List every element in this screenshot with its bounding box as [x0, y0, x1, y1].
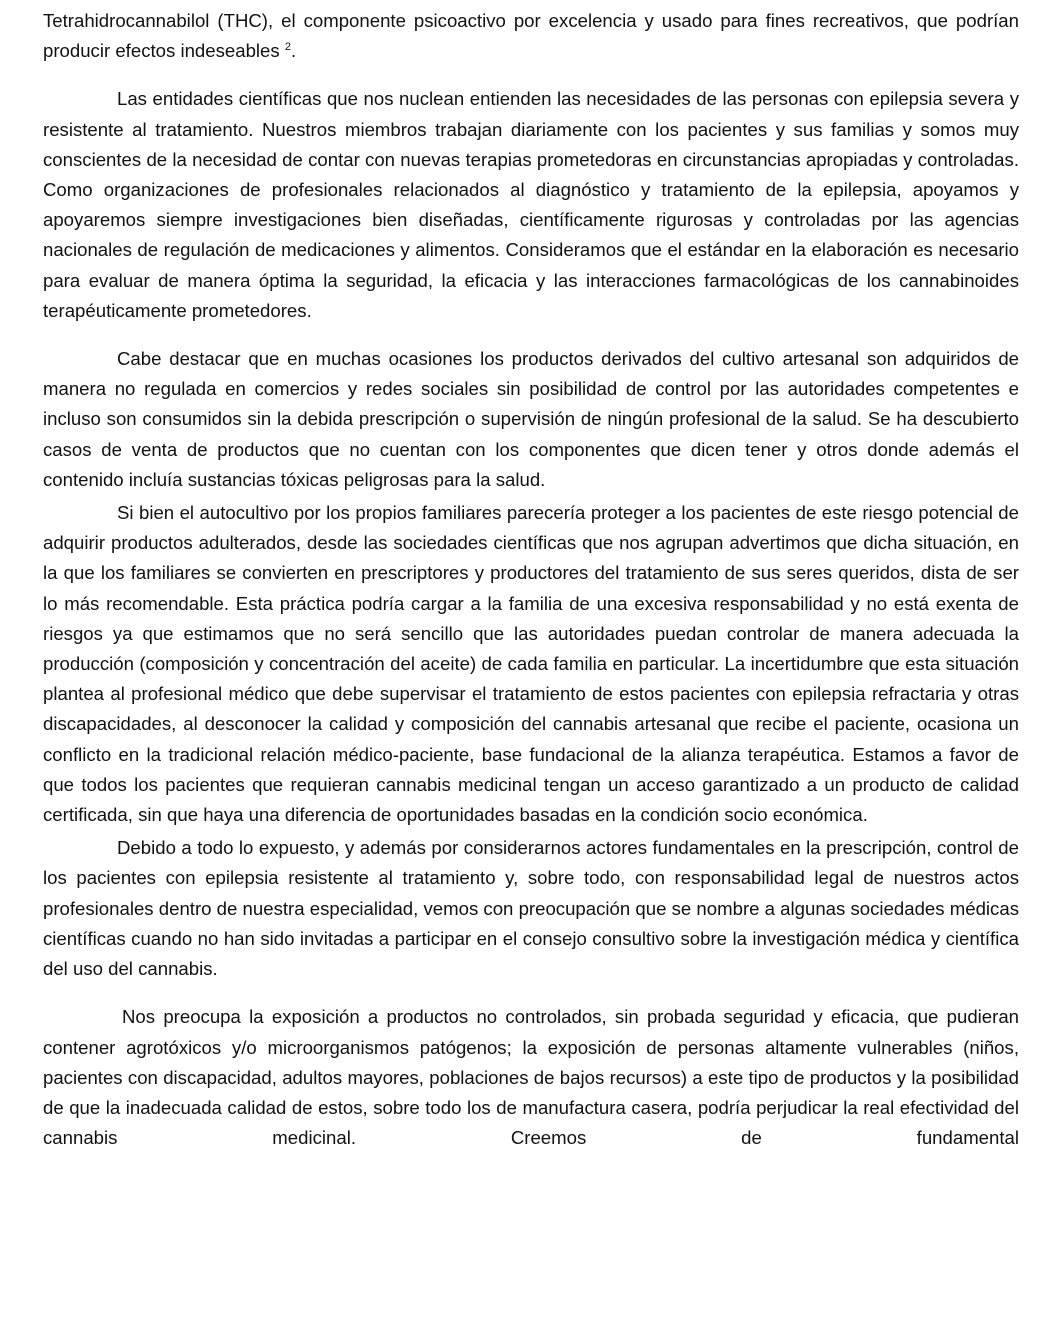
paragraph-concern-advisory-council: Debido a todo lo expuesto, y además por considerarnos actores fundamentales en la prescripción, control de los pacientes con epilepsia resistente al tratamiento y, sobre todo, con responsabilidad legal de nuestros actos profesionales dentro de nuestra especialidad, vemos con preocupación que se nombre a algunas sociedades médicas científicas cuando no han sido invitadas a participar en el consejo consultivo sobre la investigación médica y científica del uso del cannabis.	[43, 837, 1019, 980]
paragraph-artisanal-products: Cabe destacar que en muchas ocasiones los productos derivados del cultivo artesanal son adquiridos de manera no regulada en comercios y redes sociales sin posibilidad de control por las autoridades competentes e incluso son consumidos sin la debida prescripción o supervisión de ningún profesional de la salud. Se ha descubierto casos de venta de productos que no cuentan con los componentes que dicen tener y otros donde además el contenido incluía sustancias tóxicas peligrosas para la salud.	[43, 348, 1019, 490]
paragraph-tail: .	[291, 40, 297, 62]
paragraph-text: Tetrahidrocannabilol (THC), el componente psicoactivo por excelencia y usado para fines recreativos, que podrían producir efectos indeseables	[43, 10, 1019, 62]
paragraph-exposure-concerns: Nos preocupa la exposición a productos no controlados, sin probada seguridad y eficacia, que pudieran contener agrotóxicos y/o microorganismos patógenos; la exposición de personas altamente vulnerables (niños, pacientes con discapacidad, adultos mayores, poblaciones de bajos recursos) a este tipo de productos y la posibilidad de que la inadecuada calidad de estos, sobre todo los de manufactura casera, podría perjudicar la real efectividad del cannabis medicinal. Creemos de fundamental	[43, 1006, 1019, 1149]
paragraph-self-cultivation: Si bien el autocultivo por los propios familiares parecería proteger a los pacientes de este riesgo potencial de adquirir productos adulterados, desde las sociedades científicas que nos agrupan advertimos que dicha situación, en la que los familiares se convierten en prescriptores y productores del tratamiento de sus seres queridos, dista de ser lo más recomendable. Esta práctica podría cargar a la familia de una excesiva responsabilidad y no está exenta de riesgos ya que estimamos que no será sencillo que las autoridades puedan controlar de manera adecuada la producción (composición y concentración del aceite) de cada familia en particular. La incertidumbre que esta situación plantea al profesional médico que debe supervisar el tratamiento de estos pacientes con epilepsia refractaria y otras discapacidades, al desconocer la calidad y composición del cannabis artesanal que recibe el paciente, ocasiona un conflicto en la tradicional relación médico-paciente, base fundacional de la alianza terapéutica. Estamos a favor de que todos los pacientes que requieran cannabis medicinal tengan un acceso garantizado a un producto de calidad certificada, sin que haya una diferencia de oportunidades basadas en la condición socio económica.	[43, 502, 1019, 826]
paragraph-thc-continuation	[43, 6, 1019, 66]
paragraph-scientific-entities: Las entidades científicas que nos nuclean entienden las necesidades de las personas con epilepsia severa y resistente al tratamiento. Nuestros miembros trabajan diariamente con los pacientes y sus familias y somos muy conscientes de la necesidad de contar con nuevas terapias prometedoras en circunstancias apropiadas y controladas. Como organizaciones de profesionales relacionados al diagnóstico y tratamiento de la epilepsia, apoyamos y apoyaremos siempre investigaciones bien diseñadas, científicamente rigurosas y controladas por las agencias nacionales de regulación de medicaciones y alimentos. Consideramos que el estándar en la elaboración es necesario para evaluar de manera óptima la seguridad, la eficacia y las interacciones farmacológicas de los cannabinoides terapéuticamente prometedores.	[43, 88, 1019, 321]
footnote-marker: 2	[284, 41, 291, 54]
